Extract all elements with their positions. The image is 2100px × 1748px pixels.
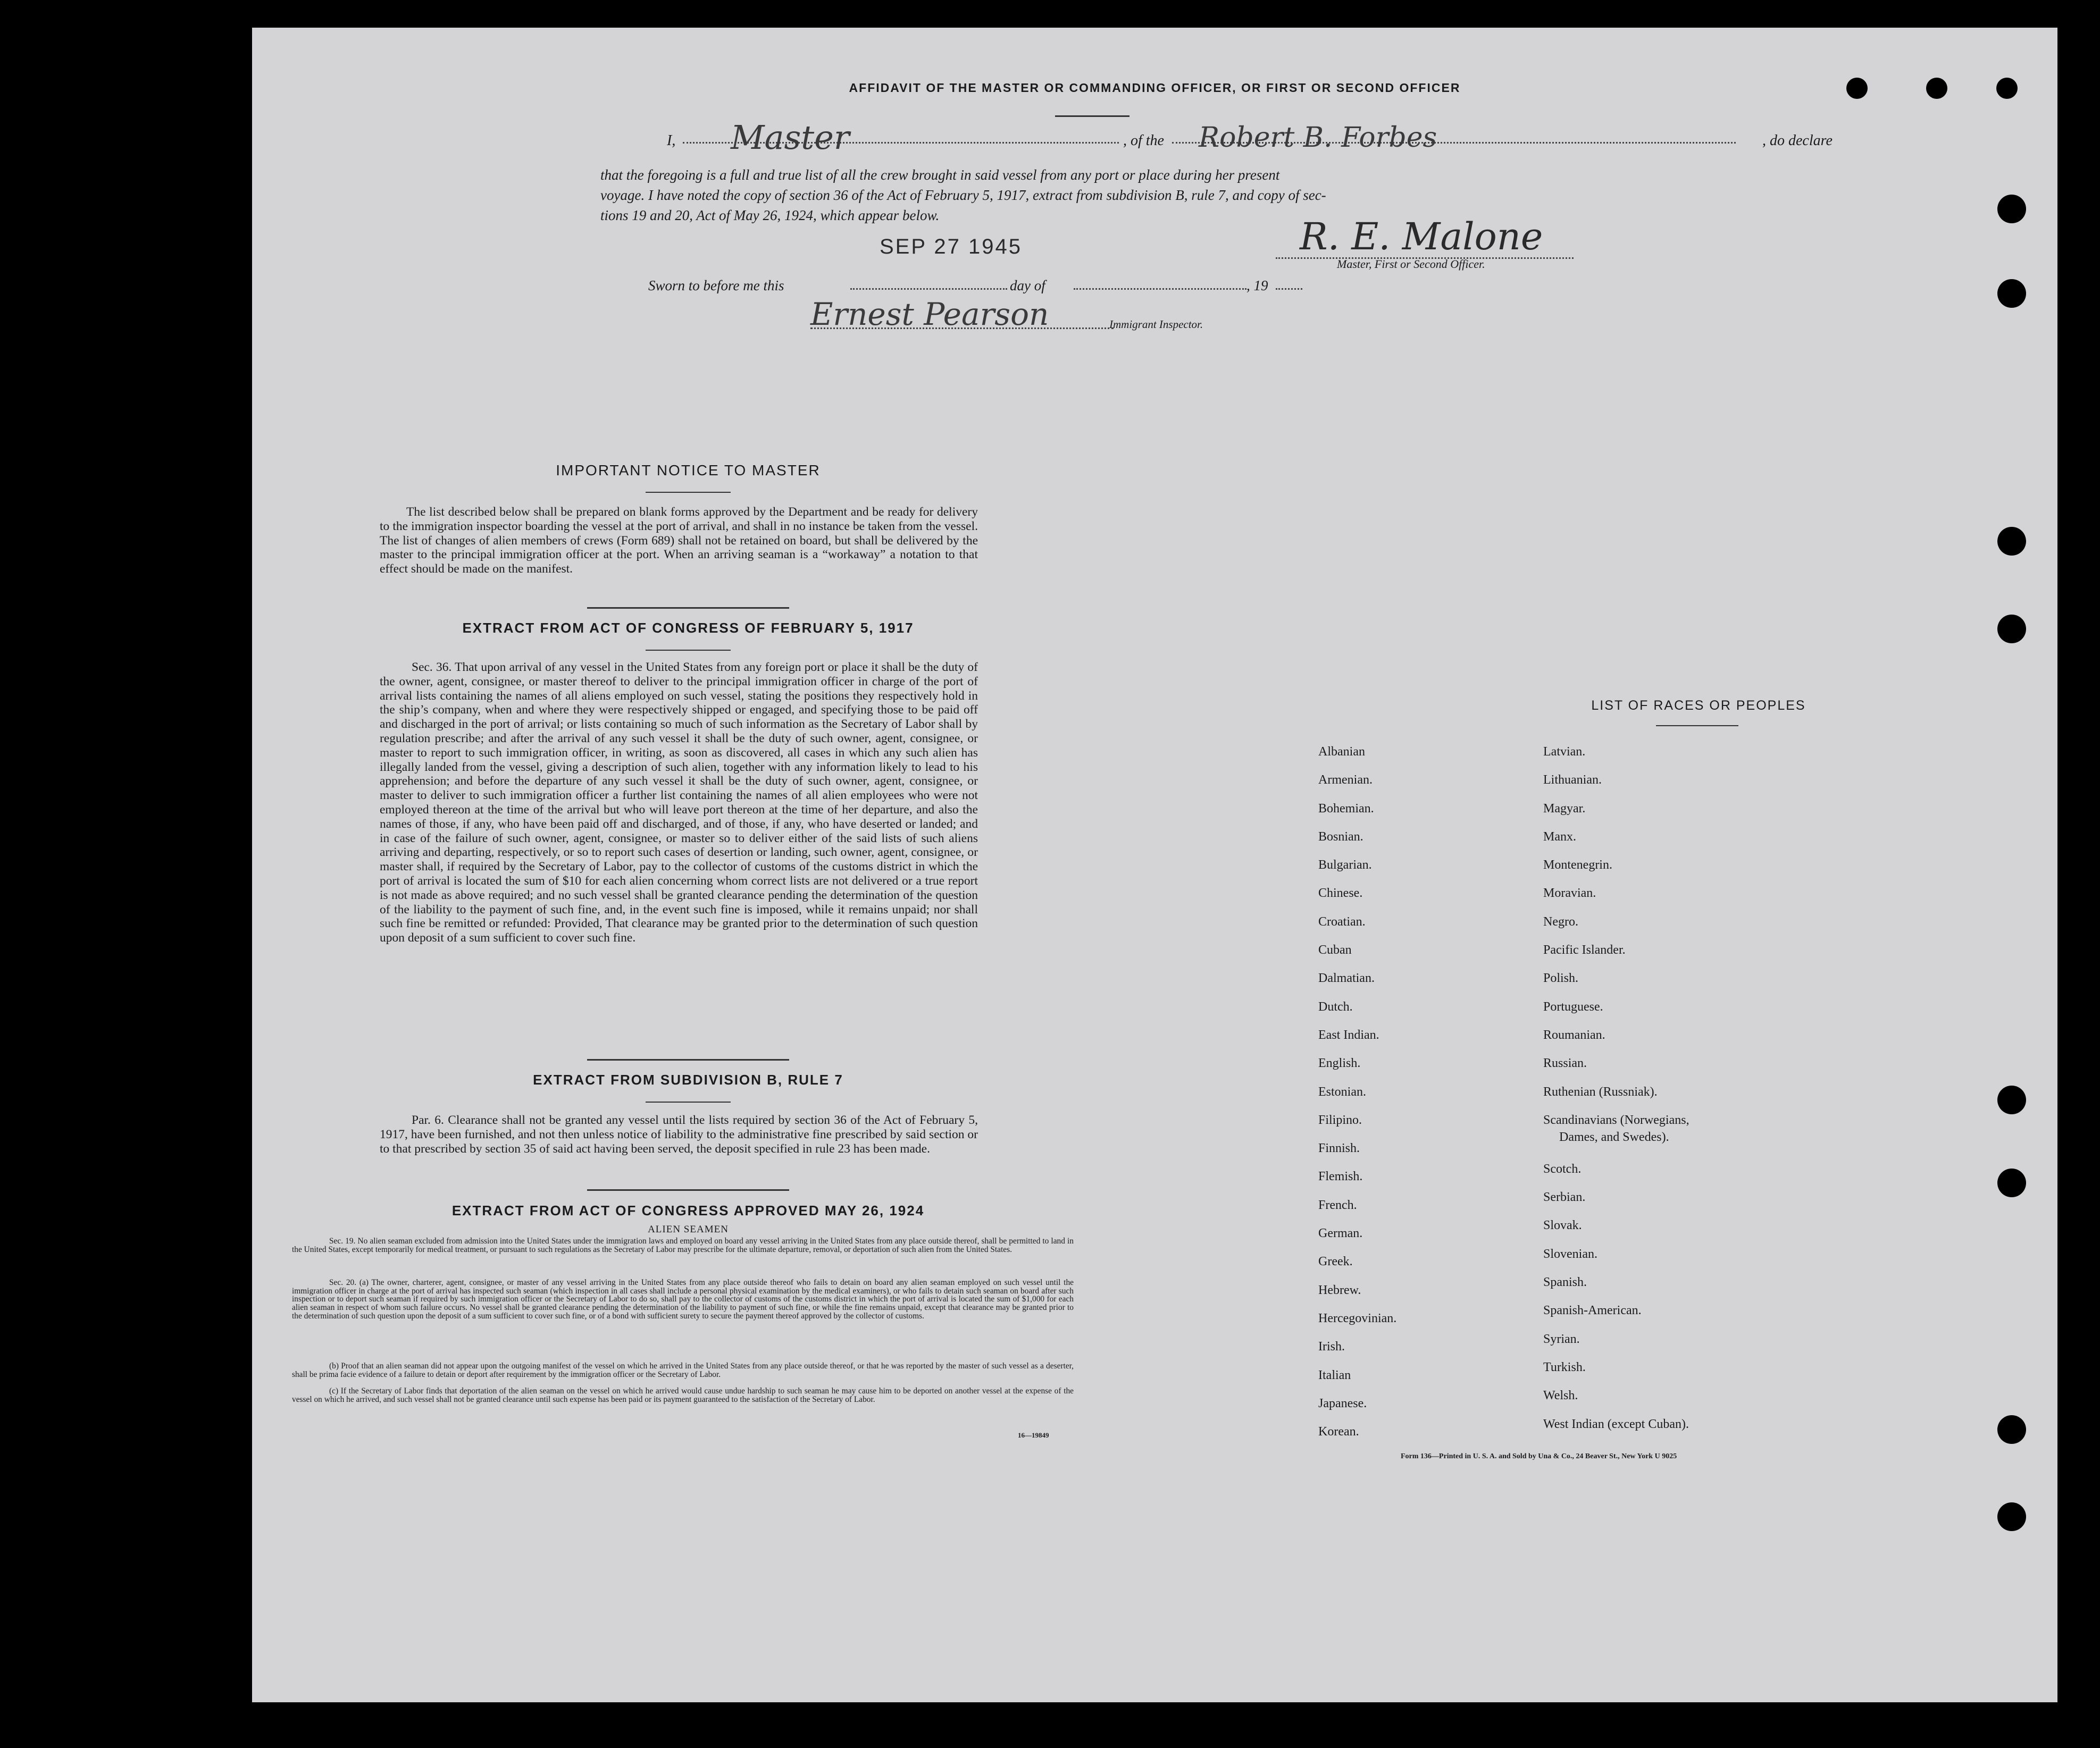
sworn-label: Sworn to before me this — [648, 278, 784, 293]
notice-rule — [646, 492, 731, 493]
extract-1917-heading: EXTRACT FROM ACT OF CONGRESS OF FEBRUARY 5, 1917 — [462, 620, 914, 636]
i-label: I, — [667, 132, 676, 149]
race-item: Slovenian. — [1543, 1247, 1597, 1261]
subdivb-rule — [646, 1102, 731, 1103]
affidavit-text-2: voyage. I have noted the copy of section 36 of the Act of February 5, 1917, extract from subdivision B, rule 7, and copy of sec- — [600, 187, 1326, 203]
inspector-signature: Ernest Pearson — [810, 296, 1049, 332]
race-item: Albanian — [1318, 745, 1365, 759]
race-item: Polish. — [1543, 971, 1579, 986]
races-rule — [1656, 725, 1738, 726]
extract-1924-subheading: ALIEN SEAMEN — [648, 1224, 729, 1235]
race-item: Latvian. — [1543, 745, 1586, 759]
race-item: Negro. — [1543, 914, 1578, 929]
race-item: Manx. — [1543, 829, 1576, 844]
race-item: Syrian. — [1543, 1332, 1580, 1346]
race-item: Ruthenian (Russniak). — [1543, 1085, 1658, 1099]
race-item: German. — [1318, 1226, 1363, 1241]
subdivb-heading: EXTRACT FROM SUBDIVISION B, RULE 7 — [533, 1072, 843, 1088]
subdivb-end-rule — [587, 1189, 789, 1191]
punch-hole-side — [1997, 615, 2026, 643]
sworn-month-line — [1074, 288, 1246, 290]
race-item: Portuguese. — [1543, 999, 1603, 1014]
race-item: Dutch. — [1318, 999, 1353, 1014]
form-code: 16—19849 — [1018, 1431, 1049, 1439]
race-item: Serbian. — [1543, 1190, 1586, 1205]
punch-hole-side — [1997, 1502, 2026, 1531]
punch-hole-side — [1997, 1086, 2026, 1114]
heading-rule — [1055, 115, 1130, 117]
race-item: Estonian. — [1318, 1085, 1366, 1099]
master-handwritten: Master — [731, 118, 850, 157]
race-item: Finnish. — [1318, 1141, 1360, 1156]
race-item: Italian — [1318, 1368, 1351, 1382]
race-item: Croatian. — [1318, 914, 1366, 929]
race-item: Dalmatian. — [1318, 971, 1375, 986]
punch-hole-side — [1997, 279, 2026, 308]
race-item: Armenian. — [1318, 773, 1373, 787]
race-item: Hebrew. — [1318, 1283, 1361, 1297]
sworn-line — [648, 273, 1552, 300]
punch-hole-top-1 — [1846, 78, 1868, 99]
do-declare-label: , do declare — [1762, 132, 1833, 149]
extract-1917-rule — [646, 650, 731, 651]
sec19-text: Sec. 19. No alien seaman excluded from admission into the United States under the immigration laws and employed on board any vessel arriving in the United States from any place outside thereof, shall be permitted to land in the United States, except temporarily for medical treatment, or pursuant to such regulations as the Secretary of Labor may prescribe for the ultimate departure, removal, or deportation of such alien from the United States. — [292, 1237, 1074, 1254]
sworn-day-line — [850, 288, 1007, 290]
race-item: Scandinavians (Norwegians, — [1543, 1113, 1689, 1127]
race-item: Greek. — [1318, 1255, 1353, 1269]
punch-hole-top-3 — [1996, 78, 2018, 99]
race-item: West Indian (except Cuban). — [1543, 1417, 1689, 1431]
affidavit-text-3: tions 19 and 20, Act of May 26, 1924, which appear below. — [600, 207, 940, 223]
inspector-caption: Immigrant Inspector. — [1109, 318, 1203, 331]
race-item: Japanese. — [1318, 1396, 1367, 1410]
of-the-label: , of the — [1123, 132, 1164, 149]
punch-hole-side — [1997, 1169, 2026, 1197]
race-item: French. — [1318, 1198, 1357, 1212]
punch-hole-side — [1997, 195, 2026, 223]
race-item: Dames, and Swedes). — [1559, 1130, 1669, 1144]
race-item: Chinese. — [1318, 886, 1363, 901]
race-item: Scotch. — [1543, 1162, 1582, 1176]
race-item: Flemish. — [1318, 1170, 1363, 1184]
race-item: Bohemian. — [1318, 801, 1374, 816]
race-item: Roumanian. — [1543, 1028, 1605, 1042]
race-item: Irish. — [1318, 1340, 1345, 1354]
day-of-label: day of — [1010, 278, 1045, 293]
punch-hole-top-2 — [1926, 78, 1947, 99]
notice-heading: IMPORTANT NOTICE TO MASTER — [556, 462, 821, 478]
notice-text: The list described below shall be prepared on blank forms approved by the Department and be ready for delivery to the immigration inspector boarding the vessel at the port of arrival, and shall in no instance be taken from the vessel. The list of changes of alien members of crews (Form 689) shall not be retained on board, but shall be delivered by the master to the principal immigration officer at the port. When an arriving seaman is a “workaway” a notation to that effect should be made on the manifest. — [380, 505, 978, 576]
punch-hole-side — [1997, 1415, 2026, 1444]
race-item: Slovak. — [1543, 1218, 1582, 1233]
punch-hole-side — [1997, 527, 2026, 556]
extract-1924-heading: EXTRACT FROM ACT OF CONGRESS APPROVED MAY 26, 1924 — [451, 1203, 925, 1218]
ship-name-handwritten: Robert B. Forbes — [1199, 122, 1437, 154]
sec20c-text: (c) If the Secretary of Labor finds that deportation of the alien seaman on the vessel on which he arrived would cause undue hardship to such seaman he may cause him to be deported on another vessel at the expense of the vessel on which he arrived, and such vessel shall not be granted clearance until such expense has been paid or its payment guaranteed to the satisfaction of the Secretary of Labor. — [292, 1386, 1074, 1404]
race-item: Cuban — [1318, 943, 1352, 957]
race-item: Spanish. — [1543, 1275, 1587, 1290]
race-item: Spanish-American. — [1543, 1304, 1642, 1318]
race-item: East Indian. — [1318, 1028, 1379, 1042]
document-page — [252, 28, 2057, 1702]
race-item: Lithuanian. — [1543, 773, 1602, 787]
sec20b-text: (b) Proof that an alien seaman did not appear upon the outgoing manifest of the vessel on which he arrived in the United States from any place outside thereof, or that he was reported by the master of such vessel as a deserter, shall be prima facie evidence of a failure to detain or deport after requirement by the immigration officer or the Secretary of Labor. — [292, 1362, 1074, 1379]
races-heading: LIST OF RACES OR PEOPLES — [1591, 698, 1806, 713]
race-item: English. — [1318, 1056, 1361, 1071]
race-item: Hercegovinian. — [1318, 1311, 1397, 1325]
race-item: Korean. — [1318, 1425, 1359, 1439]
officer-signature: R. E. Malone — [1300, 215, 1543, 258]
race-item: Welsh. — [1543, 1389, 1578, 1403]
form-print-note: Form 136—Printed in U. S. A. and Sold by Una & Co., 24 Beaver St., New York U 9025 — [1401, 1452, 1677, 1460]
race-item: Pacific Islander. — [1543, 943, 1626, 957]
race-item: Montenegrin. — [1543, 858, 1612, 872]
affidavit-heading: AFFIDAVIT OF THE MASTER OR COMMANDING OFFICER, OR FIRST OR SECOND OFFICER — [849, 81, 1461, 95]
sec20a-text: Sec. 20. (a) The owner, charterer, agent, consignee, or master of any vessel arriving in the United States from any place outside thereof who fails to detain on board any alien seaman employed on such vessel until the immigration officer in charge at the port of arrival has inspected such seaman (which inspection in all cases shall include a personal physical examination by the medical examiners), or who fails to detain such seaman on board after such inspection or to deport such seaman if required by such immigration officer or the Secretary of Labor to do so, shall pay to the collector of customs of the customs district in which the port of arrival is located the sum of $1,000 for each alien seaman in respect of whom such failure occurs. No vessel shall be granted clearance pending the determination of the liability to payment of such fine, or while the fine remains unpaid, except that clearance may be granted prior to the determination of such question upon the deposit of a sum sufficient to cover such fine, or of a bond with sufficient surety to secure the payment thereof approved by the collector of customs. — [292, 1278, 1074, 1321]
extract-1917-text: Sec. 36. That upon arrival of any vessel in the United States from any foreign port or place it shall be the duty of the owner, agent, consignee, or master thereof to deliver to the principal immigration officer in charge of the port of arrival lists containing the names of all aliens employed on such vessel, stating the positions they respectively hold in the ship’s company, when and where they were respectively shipped or engaged, and specifying those to be paid off and discharged in the port of arrival; or lists containing so much of such information as the Secretary of Labor shall by regulation prescribe; and after the arrival of any such vessel it shall be the duty of such owner, agent, consignee, or master to report to such immigration officer, in writing, as soon as discovered, all cases in which any such alien has illegally landed from the vessel, giving a description of such alien, together with any information likely to lead to his apprehension; and before the departure of any such vessel it shall be the duty of such owner, agent, consignee, or master to deliver to such immigration officer a further list containing the names of all alien employees who were not employed thereon at the time of the arrival but who will leave port thereon at the time of her departure, and also the names of those, if any, who have been paid off and discharged, and of those, if any, who have deserted or landed; and in case of the failure of such owner, agent, consignee, or master so to deliver either of the said lists of such aliens arriving and departing, respectively, or so to report such cases of desertion or landing, such owner, agent, consignee, or master shall, if required by the Secretary of Labor, pay to the collector of customs of the customs district in which the port of arrival is located the sum of $10 for each alien concerning whom correct lists are not delivered or a true report is not made as above required; and no such vessel shall be granted clearance pending the determination of the question of the liability to the payment of such fine, and, in the event such fine is imposed, while it remains unpaid; nor shall such fine be remitted or refunded: Provided, That clearance may be granted prior to the determination of such question upon deposit of a sum sufficient to cover such fine. — [380, 660, 978, 945]
races-left-column — [1318, 738, 1396, 1446]
race-item: Bulgarian. — [1318, 858, 1372, 872]
extract-1917-end-rule — [587, 1059, 789, 1061]
race-item: Turkish. — [1543, 1360, 1586, 1374]
sworn-year-line — [1276, 288, 1302, 290]
race-item: Bosnian. — [1318, 829, 1363, 844]
subdivb-text: Par. 6. Clearance shall not be granted any vessel until the lists required by section 36 of the Act of February 5, 1917, have been furnished, and not then unless notice of liability to the administrative fine prescribed by said section or to that prescribed by section 35 of said act having been served, the deposit specified in rule 23 has been made. — [380, 1113, 978, 1156]
officer-caption: Master, First or Second Officer. — [1337, 257, 1485, 271]
affidavit-line-1 — [667, 118, 1879, 158]
race-item: Filipino. — [1318, 1113, 1362, 1127]
races-right-column — [1543, 738, 1689, 1439]
affidavit-text-1: that the foregoing is a full and true list of all the crew brought in said vessel from any port or place during her present — [600, 167, 1280, 183]
race-item: Moravian. — [1543, 886, 1596, 901]
race-item: Magyar. — [1543, 801, 1586, 816]
year-prefix: , 19 — [1246, 278, 1268, 293]
race-item: Russian. — [1543, 1056, 1587, 1071]
notice-end-rule — [587, 607, 789, 609]
date-stamp: SEP 27 1945 — [880, 235, 1023, 258]
